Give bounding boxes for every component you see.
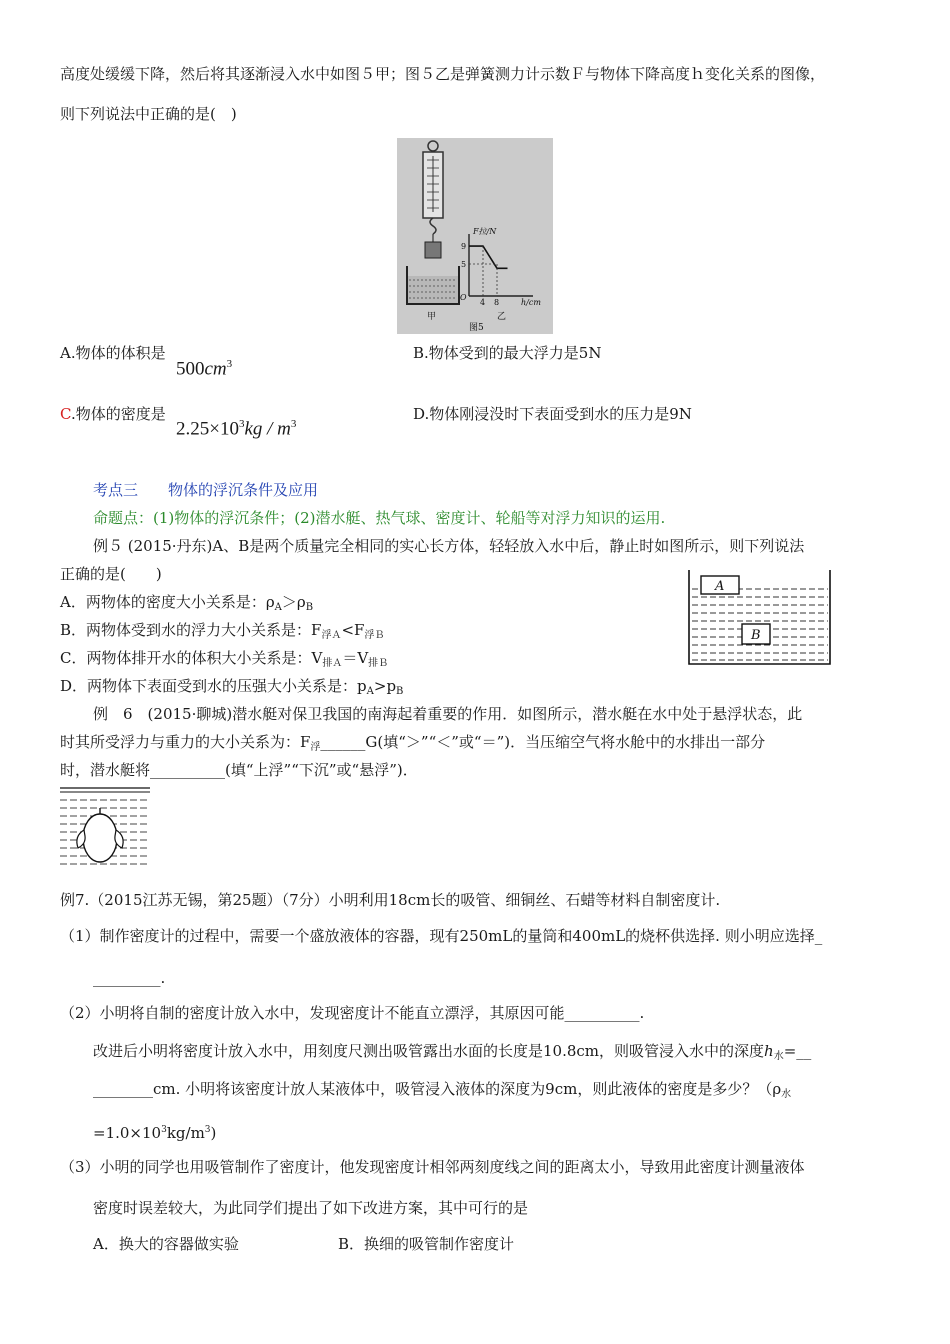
section3-title: 考点三 物体的浮沉条件及应用 (93, 481, 319, 499)
q4-option-b: B.物体受到的最大浮力是5N (413, 344, 602, 362)
q4-stem-line-1: 高度处缓缓下降，然后将其逐渐浸入水中如图５甲；图５乙是弹簧测力计示数Ｆ与物体下降高度ｈ变化关系的图像， (60, 65, 826, 83)
ex5-option-b-mid: <F (341, 621, 365, 639)
ex5-option-b-sub2: 浮Ｂ (364, 630, 385, 641)
q4-option-d: D.物体刚浸没时下表面受到水的压力是9N (413, 405, 692, 423)
ex5-stem-line-1: 例５ (2015·丹东)A、B是两个质量完全相同的实心长方体，轻轻放入水中后，静止时如图所示，则下列说法 (93, 537, 805, 555)
ex7-p2-line3-a: ________cm. 小明将该密度计放人某液体中，吸管浸入液体的深度为9cm，则此液体的密度是多少？（ρ (93, 1080, 782, 1098)
q4-option-c-unit-exp: 3 (290, 418, 297, 430)
ex7-option-b: B．换细的吸管制作密度计 (338, 1235, 515, 1253)
ex5-option-b-text: B．两物体受到水的浮力大小关系是：F (60, 621, 322, 639)
graph-xlabel: h/cm (521, 298, 541, 307)
ex5-option-b-sub1: 浮Ａ (321, 630, 342, 641)
ex7-p2-line2-b: =__ (783, 1042, 812, 1060)
q4-option-c-unit: kg / m (244, 418, 291, 440)
block-b-label: B (751, 628, 761, 643)
figure-caption: 图5 (469, 323, 484, 333)
graph-origin: O (460, 293, 467, 302)
ex5-option-d-text: D．两物体下表面受到水的压强大小关系是：p (60, 677, 367, 695)
ex7-p2-line3-sub: 水 (781, 1089, 792, 1100)
q4-option-c-letter: C (60, 405, 71, 423)
submarine-hull (83, 814, 117, 862)
ex7-p3-line-1: （3）小明的同学也用吸管制作了密度计，他发现密度计相邻两刻度线之间的距离太小，导致用此密度计测量液体 (60, 1158, 805, 1176)
q4-option-a (60, 343, 166, 363)
ex5-option-a-sub2: B (305, 602, 314, 613)
ex7-p2-line2-a: 改进后小明将密度计放入水中，用刻度尺测出吸管露出水面的长度是10.8cm，则吸管浸入水中的深度 (93, 1042, 765, 1060)
figure-5 (397, 138, 553, 334)
ex7-p1-line-2: _________. (93, 969, 166, 987)
ex5-option-c-text: C．两物体排开水的体积大小关系是：V (60, 649, 323, 667)
ex5-option-d (60, 676, 403, 702)
block-a-label: A (715, 579, 725, 594)
q4-stem-line-2: 则下列说法中正确的是( ) (60, 105, 237, 123)
ex5-option-d-sub1: A (366, 686, 374, 697)
graph-xtick-4: 4 (480, 298, 486, 307)
ex7-p3-line-2: 密度时误差较大，为此同学们提出了如下改进方案，其中可行的是 (93, 1199, 529, 1217)
figure-5-drawing (397, 138, 553, 334)
ex7-p2-line4-b: kg/m (166, 1124, 205, 1142)
ex5-option-a (60, 592, 313, 618)
ex7-p2-line-4 (93, 1120, 216, 1143)
graph-ytick-9: 9 (461, 242, 467, 251)
ex5-option-d-mid: >p (373, 677, 397, 695)
ex5-option-d-sub2: B (396, 686, 404, 697)
submarine-drawing (60, 786, 150, 870)
figure-label-yi: 乙 (497, 312, 507, 322)
ex5-figure (688, 568, 832, 666)
ex5-option-a-text: A．两物体的密度大小关系是：ρ (60, 593, 275, 611)
q4-option-a-unit: cm (204, 358, 227, 380)
ex6-stem-line-3: 时，潜水艇将__________(填“上浮”“下沉”或“悬浮”)． (60, 761, 418, 779)
graph-xtick-8: 8 (494, 298, 500, 307)
ex6-stem-line-2 (60, 732, 765, 758)
figure-label-jia: 甲 (427, 312, 437, 322)
ex5-option-c (60, 648, 388, 674)
ex7-p2-line-1: （2）小明将自制的密度计放入水中，发现密度计不能直立漂浮，其原因可能__________. (60, 1004, 645, 1022)
ex5-option-c-sub2: 排Ｂ (368, 658, 389, 669)
ex5-option-a-mid: ＞ρ (281, 593, 306, 611)
ex6-stem-line-1: 例 6 (2015·聊城)潜水艇对保卫我国的南海起着重要的作用．如图所示，潜水艇在水中处于悬浮状态，此 (93, 705, 803, 723)
ex5-option-c-mid: ＝V (342, 649, 369, 667)
ex5-figure-drawing (688, 568, 832, 666)
ex7-p2-line-3 (93, 1079, 791, 1105)
ex7-option-a: A．换大的容器做实验 (93, 1235, 239, 1253)
ex6-line2-sub: 浮 (310, 742, 321, 753)
ex7-p2-line2-sub: 水 (773, 1051, 784, 1062)
ex7-header: 例7.（2015江苏无锡，第25题）（7分）小明利用18cm长的吸管、细铜丝、石蜡等材料自制密度计. (60, 891, 721, 909)
graph-ylabel: F拉/N (473, 227, 497, 236)
q4-option-c (60, 404, 166, 424)
q4-option-a-formula (176, 354, 232, 379)
ex5-option-a-sub1: A (274, 602, 282, 613)
q4-option-c-exp: 3 (238, 418, 245, 430)
ex5-option-c-sub1: 排Ａ (322, 658, 343, 669)
q4-option-c-text: .物体的密度是 (70, 405, 166, 423)
q4-option-a-text: A.物体的体积是 (60, 344, 166, 362)
ex7-p2-line2-h: h (764, 1042, 774, 1060)
section3-focus: 命题点：(1)物体的浮沉条件；(2)潜水艇、热气球、密度计、轮船等对浮力知识的运用. (93, 509, 666, 527)
ex7-p1-line-1: （1）制作密度计的过程中，需要一个盛放液体的容器，现有250mL的量筒和400mL的烧杯供选择. 则小明应选择_ (60, 927, 823, 945)
ex5-option-b (60, 620, 384, 646)
ex6-line2-b: ______G(填“＞”“＜”或“＝”)．当压缩空气将水舱中的水排出一部分 (320, 733, 766, 751)
ex7-p2-line4-sup2: 3 (204, 1125, 211, 1135)
ex7-p2-line4-sup: 3 (161, 1125, 167, 1135)
ex7-p2-line-2 (93, 1041, 811, 1067)
ex6-line2-a: 时其所受浮力与重力的大小关系为：F (60, 733, 311, 751)
q4-option-a-exp: 3 (226, 358, 233, 370)
ex7-p2-line4-c: ) (210, 1124, 217, 1142)
q4-option-c-formula (176, 414, 296, 439)
q4-option-c-value: 2.25×10 (176, 418, 239, 440)
submarine-figure (60, 786, 150, 870)
ex7-p2-line4-a: =1.0×10 (93, 1124, 162, 1142)
q4-option-a-value: 500 (176, 358, 205, 380)
ex5-stem-line-2: 正确的是( ) (60, 565, 162, 583)
graph-ytick-5: 5 (461, 260, 467, 269)
